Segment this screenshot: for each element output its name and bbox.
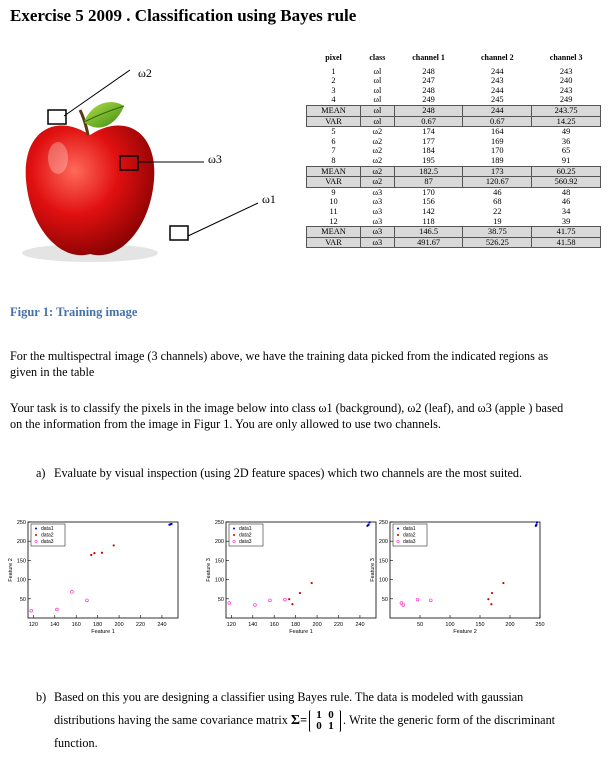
x-tick-label: 120: [28, 622, 38, 628]
table-cell: 46: [493, 187, 502, 197]
legend-label: data1: [403, 526, 416, 532]
table-cell: ω3: [361, 237, 395, 248]
table-cell: ωl: [373, 85, 382, 95]
table-cell: 68: [493, 197, 502, 207]
y-tick-label: 50: [19, 596, 26, 603]
legend: [31, 524, 65, 546]
table-cell: VAR: [307, 116, 361, 127]
x-tick-label: 200: [114, 622, 124, 628]
table-cell: ω2: [372, 136, 383, 146]
table-cell: ω2: [372, 155, 383, 165]
column-header: channel 2: [480, 53, 514, 62]
data-point-data2: [113, 544, 115, 546]
table-row: [307, 156, 601, 166]
table-cell: ω2: [372, 146, 383, 156]
y-tick-label: 100: [16, 577, 26, 584]
table-cell: 22: [493, 206, 502, 216]
data-point-data2: [311, 582, 313, 584]
x-tick-label: 140: [248, 622, 258, 628]
table-cell: VAR: [307, 177, 361, 188]
x-tick-label: 100: [445, 622, 455, 628]
table-cell: 244: [491, 66, 504, 76]
equals-sign: =: [300, 713, 308, 727]
legend-label: data3: [403, 539, 416, 545]
x-tick-label: 140: [50, 622, 60, 628]
table-cell: 10: [329, 197, 338, 207]
data-point-data2: [90, 554, 92, 556]
table-cell: 46: [561, 197, 571, 207]
table-cell: 5: [331, 127, 336, 137]
table-cell: 12: [329, 216, 338, 226]
table-cell: ωl: [361, 116, 395, 127]
x-tick-label: 250: [535, 622, 545, 628]
table-cell: MEAN: [307, 166, 361, 177]
table-cell: 118: [422, 216, 435, 226]
table-row: [307, 197, 601, 207]
training-data-table: [306, 51, 601, 248]
table-row: [307, 177, 601, 188]
table-cell: ω3: [372, 187, 383, 197]
table-row: [307, 67, 601, 77]
table-cell: ω2: [361, 177, 395, 188]
x-axis-label: Feature 1: [91, 629, 115, 635]
legend-label: data1: [239, 526, 252, 532]
x-axis-label: Feature 2: [453, 629, 477, 635]
question-a-label: a): [36, 466, 46, 480]
matrix-cell: 0: [316, 720, 322, 733]
training-image: [0, 40, 300, 300]
question-a-text: Evaluate by visual inspection (using 2D feature spaces) which two channels are the most suited.: [54, 466, 523, 480]
table-cell: 2: [331, 76, 336, 86]
y-tick-label: 250: [214, 520, 224, 526]
table-cell: 14.25: [532, 116, 601, 127]
table-cell: 41.75: [532, 227, 601, 238]
table-cell: 19: [493, 216, 502, 226]
table-cell: 142: [422, 206, 435, 216]
x-tick-label: 200: [505, 622, 515, 628]
table-row: [307, 95, 601, 105]
data-point-data2: [299, 592, 301, 594]
table-cell: 247: [422, 76, 435, 86]
legend-label: data1: [41, 526, 54, 532]
question-b-text-2: . Write the generic form of the discriminant function.: [54, 713, 556, 751]
table-cell: 243: [491, 76, 504, 86]
question-b-text-1: Based on this you are designing a classifier using Bayes rule. The data is modeled with gaussian distributions having the same covariance matrix: [54, 690, 524, 727]
table-row: [307, 237, 601, 248]
table-cell: 243: [559, 85, 573, 95]
table-row: [307, 146, 601, 156]
label-omega2: ω2: [138, 66, 152, 80]
table-cell: 0.67: [394, 116, 463, 127]
x-tick-label: 180: [93, 622, 103, 628]
data-point-data1: [170, 523, 172, 525]
y-tick-label: 150: [16, 558, 26, 565]
y-tick-label: 250: [16, 520, 26, 526]
data-point-data2: [502, 582, 504, 584]
column-header: channel 3: [549, 53, 583, 62]
table-cell: 39: [561, 216, 571, 226]
scatter-plot-3: [368, 516, 556, 646]
x-tick-label: 240: [355, 622, 365, 628]
table-cell: 243.75: [532, 105, 601, 116]
table-cell: 182.5: [394, 166, 463, 177]
table-cell: ω3: [372, 197, 383, 207]
table-cell: 11: [329, 206, 338, 216]
data-point-data1: [536, 521, 538, 523]
y-tick-label: 200: [378, 539, 388, 546]
table-cell: 560.92: [532, 177, 601, 188]
table-cell: 177: [422, 136, 435, 146]
table-row: [307, 86, 601, 96]
legend-marker: [397, 534, 399, 536]
legend-marker: [233, 528, 235, 530]
data-point-data2: [93, 552, 95, 554]
matrix-cell: 1: [328, 720, 334, 733]
table-cell: 48: [561, 187, 571, 197]
table-cell: 240: [559, 76, 573, 86]
y-tick-label: 100: [378, 577, 388, 584]
table-cell: 169: [491, 136, 504, 146]
legend-marker: [35, 534, 37, 536]
data-point-data2: [101, 552, 103, 554]
table-cell: 245: [491, 95, 504, 105]
table-cell: 170: [422, 187, 435, 197]
y-tick-label: 200: [214, 539, 224, 546]
table-cell: 36: [561, 136, 571, 146]
table-cell: 0.67: [463, 116, 532, 127]
legend-label: data2: [41, 532, 54, 539]
column-header: channel 1: [412, 53, 445, 62]
legend-marker: [233, 534, 235, 536]
table-cell: 91: [561, 155, 571, 165]
table-cell: 173: [463, 166, 532, 177]
table-cell: 195: [422, 155, 435, 165]
table-cell: 249: [422, 95, 435, 105]
table-cell: 41.58: [532, 237, 601, 248]
table-cell: 170: [491, 146, 504, 156]
table-cell: 248: [394, 105, 463, 116]
table-cell: 49: [561, 127, 571, 137]
matrix-cell: 1: [316, 709, 322, 722]
y-tick-label: 50: [381, 596, 388, 603]
covariance-matrix: [309, 710, 341, 732]
table-cell: 189: [491, 155, 504, 165]
figure-caption: Figur 1: Training image: [10, 305, 138, 319]
table-cell: ω3: [372, 206, 383, 216]
region-box-background: [170, 226, 188, 240]
x-tick-label: 160: [71, 622, 81, 628]
task-paragraph: Your task is to classify the pixels in the image below into class ω1 (background), ω2 (leaf), and ω3 (apple ) based on the information from the image in Figur 1. You are only allowed to use two channels.: [10, 401, 564, 431]
y-tick-label: 250: [378, 520, 388, 526]
table-row: [307, 207, 601, 217]
x-tick-label: 240: [157, 622, 167, 628]
data-point-data2: [490, 603, 492, 605]
table-cell: MEAN: [307, 227, 361, 238]
table-cell: ω3: [372, 216, 383, 226]
table-cell: 248: [422, 85, 435, 95]
legend: [229, 524, 263, 546]
table-cell: 146.5: [394, 227, 463, 238]
table-cell: 243: [559, 66, 573, 76]
scatter-plot-2: [204, 516, 392, 646]
legend-label: data2: [403, 532, 416, 539]
table-cell: 184: [422, 146, 435, 156]
y-tick-label: 50: [217, 596, 224, 603]
table-cell: 164: [491, 127, 504, 137]
table-cell: 249: [559, 95, 573, 105]
table-cell: ω2: [361, 166, 395, 177]
table-row: [307, 166, 601, 177]
question-a: [36, 466, 576, 482]
y-axis-label: Feature 2: [8, 558, 14, 582]
table-cell: 244: [463, 105, 532, 116]
table-row: [307, 137, 601, 147]
label-omega1: ω1: [262, 192, 276, 206]
y-axis-label: Feature 3: [370, 558, 376, 582]
table-cell: 156: [422, 197, 435, 207]
legend: [393, 524, 427, 546]
data-point-data1: [535, 524, 537, 526]
x-axis-label: Feature 1: [289, 629, 313, 635]
data-point-data2: [288, 598, 290, 600]
x-tick-label: 220: [333, 622, 344, 628]
table-cell: ωl: [373, 95, 382, 105]
table-row: [307, 227, 601, 238]
table-row: [307, 187, 601, 197]
column-header: pixel: [325, 53, 342, 62]
table-cell: 174: [422, 127, 435, 137]
intro-paragraph: For the multispectral image (3 channels) above, we have the training data picked from the indicated regions as given in the table: [10, 349, 549, 379]
table-cell: ωl: [361, 105, 395, 116]
table-cell: 34: [561, 206, 571, 216]
label-omega3: ω3: [208, 152, 222, 166]
table-cell: 65: [561, 146, 571, 156]
table-cell: 526.25: [463, 237, 532, 248]
y-tick-label: 200: [16, 539, 26, 546]
x-tick-label: 220: [135, 622, 146, 628]
y-axis-label: Feature 3: [206, 558, 212, 582]
table-cell: 60.25: [532, 166, 601, 177]
training-table-container: [306, 51, 601, 248]
table-row: [307, 105, 601, 116]
table-row: [307, 116, 601, 127]
table-cell: 248: [422, 66, 435, 76]
table-cell: 87: [394, 177, 463, 188]
legend-label: data3: [41, 539, 54, 545]
legend-label: data2: [239, 532, 252, 539]
column-header: class: [369, 53, 386, 62]
x-tick-label: 160: [269, 622, 279, 628]
table-cell: ωl: [373, 66, 382, 76]
table-cell: 244: [491, 85, 504, 95]
data-point-data2: [491, 592, 493, 594]
table-cell: 7: [331, 146, 336, 156]
data-point-data2: [291, 603, 293, 605]
sigma-symbol: Σ: [290, 713, 301, 728]
x-tick-label: 50: [416, 622, 424, 628]
table-cell: ω3: [361, 227, 395, 238]
table-cell: 491.67: [394, 237, 463, 248]
page-title: Exercise 5 2009 . Classification using Bayes rule: [10, 6, 357, 25]
data-point-data2: [487, 598, 489, 600]
legend-label: data3: [239, 539, 252, 545]
table-cell: 6: [331, 136, 336, 146]
table-cell: ω2: [372, 127, 383, 137]
table-cell: 8: [331, 155, 336, 165]
table-cell: VAR: [307, 237, 361, 248]
table-cell: 9: [331, 187, 336, 197]
table-cell: MEAN: [307, 105, 361, 116]
x-tick-label: 150: [475, 622, 485, 628]
y-tick-label: 150: [378, 558, 388, 565]
y-tick-label: 150: [214, 558, 224, 565]
matrix-cell: 0: [328, 709, 334, 722]
y-tick-label: 100: [214, 577, 224, 584]
legend-marker: [397, 528, 399, 530]
legend-marker: [35, 528, 37, 530]
scatter-plot-1: [6, 516, 194, 646]
table-row: [307, 76, 601, 86]
x-tick-label: 180: [291, 622, 301, 628]
x-tick-label: 200: [312, 622, 322, 628]
table-cell: 4: [331, 95, 336, 105]
question-b-label: b): [36, 690, 47, 704]
table-cell: 38.75: [463, 227, 532, 238]
table-cell: ωl: [373, 76, 382, 86]
table-row: [307, 217, 601, 227]
question-b: [36, 686, 576, 755]
table-cell: 3: [331, 85, 336, 95]
region-box-leaf: [48, 110, 66, 124]
table-cell: 120.67: [463, 177, 532, 188]
table-row: [307, 127, 601, 137]
table-cell: 1: [331, 66, 336, 76]
x-tick-label: 120: [226, 622, 236, 628]
